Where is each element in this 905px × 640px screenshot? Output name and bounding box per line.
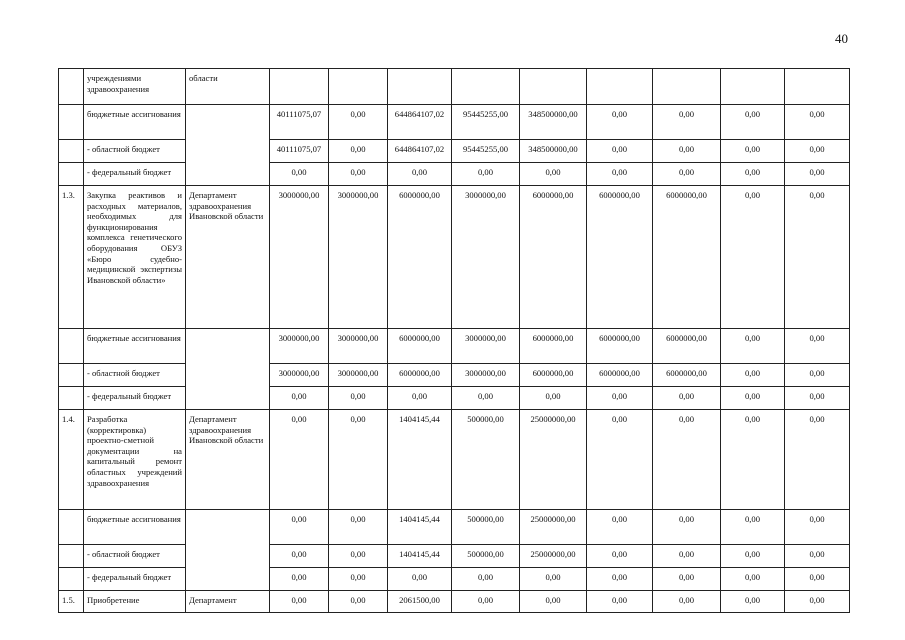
value-cell xyxy=(520,69,587,105)
value-cell: 25000000,00 xyxy=(520,510,587,545)
table-row xyxy=(59,387,850,410)
value-cell: 0,00 xyxy=(721,387,785,410)
row-index-cell: 1.5. xyxy=(59,591,84,613)
value-cell: 0,00 xyxy=(785,105,850,140)
value-cell: 500000,00 xyxy=(452,510,520,545)
value-cell: 25000000,00 xyxy=(520,410,587,510)
value-cell: 0,00 xyxy=(452,163,520,186)
value-cell: 0,00 xyxy=(785,568,850,591)
table-row xyxy=(59,163,850,186)
table-row xyxy=(59,186,850,329)
value-cell: 0,00 xyxy=(721,105,785,140)
row-name-cell: бюджетные ассигнования xyxy=(84,105,186,140)
value-cell: 0,00 xyxy=(653,387,721,410)
value-cell: 3000000,00 xyxy=(270,364,329,387)
value-cell: 0,00 xyxy=(520,163,587,186)
value-cell: 0,00 xyxy=(721,140,785,163)
value-cell: 0,00 xyxy=(270,163,329,186)
value-cell: 0,00 xyxy=(587,105,653,140)
table-row xyxy=(59,69,850,105)
value-cell: 0,00 xyxy=(329,545,388,568)
value-cell: 0,00 xyxy=(520,591,587,613)
row-executor-cell: Департамент здравоохранения Ивановской области xyxy=(186,410,270,510)
value-cell: 0,00 xyxy=(329,410,388,510)
row-name-cell: учреждениями здравоохранения xyxy=(84,69,186,105)
value-cell: 0,00 xyxy=(388,568,452,591)
value-cell xyxy=(452,69,520,105)
row-name-cell: - областной бюджет xyxy=(84,140,186,163)
value-cell: 0,00 xyxy=(653,140,721,163)
value-cell: 0,00 xyxy=(785,163,850,186)
value-cell: 0,00 xyxy=(653,410,721,510)
row-executor-cell xyxy=(186,105,270,186)
value-cell: 0,00 xyxy=(785,510,850,545)
row-index-cell xyxy=(59,545,84,568)
value-cell: 95445255,00 xyxy=(452,140,520,163)
value-cell: 0,00 xyxy=(653,163,721,186)
value-cell: 6000000,00 xyxy=(520,186,587,329)
value-cell: 25000000,00 xyxy=(520,545,587,568)
table-row xyxy=(59,140,850,163)
value-cell: 0,00 xyxy=(721,568,785,591)
value-cell: 0,00 xyxy=(520,568,587,591)
value-cell: 0,00 xyxy=(587,163,653,186)
table-body xyxy=(59,69,850,613)
value-cell: 0,00 xyxy=(721,364,785,387)
row-executor-cell xyxy=(186,510,270,591)
row-index-cell: 1.4. xyxy=(59,410,84,510)
value-cell: 0,00 xyxy=(329,387,388,410)
value-cell: 6000000,00 xyxy=(587,186,653,329)
row-index-cell xyxy=(59,140,84,163)
row-index-cell xyxy=(59,163,84,186)
value-cell xyxy=(721,69,785,105)
value-cell: 95445255,00 xyxy=(452,105,520,140)
page-number: 40 xyxy=(835,31,848,46)
value-cell: 0,00 xyxy=(270,387,329,410)
value-cell xyxy=(653,69,721,105)
row-name-cell: - федеральный бюджет xyxy=(84,568,186,591)
table-row xyxy=(59,591,850,613)
value-cell: 0,00 xyxy=(653,105,721,140)
value-cell: 0,00 xyxy=(329,163,388,186)
value-cell: 0,00 xyxy=(587,387,653,410)
value-cell: 3000000,00 xyxy=(452,186,520,329)
value-cell: 0,00 xyxy=(653,545,721,568)
value-cell: 0,00 xyxy=(587,140,653,163)
value-cell: 6000000,00 xyxy=(653,329,721,364)
value-cell: 0,00 xyxy=(721,410,785,510)
value-cell: 0,00 xyxy=(721,545,785,568)
value-cell: 0,00 xyxy=(721,163,785,186)
row-index-cell xyxy=(59,329,84,364)
row-index-cell xyxy=(59,105,84,140)
row-name-cell: - федеральный бюджет xyxy=(84,387,186,410)
value-cell: 0,00 xyxy=(653,568,721,591)
row-name-cell: Разработка (корректировка) проектно-сметной документации на капитальный ремонт областных учреждений здравоохранения xyxy=(84,410,186,510)
value-cell: 0,00 xyxy=(270,410,329,510)
value-cell: 6000000,00 xyxy=(653,364,721,387)
value-cell: 0,00 xyxy=(329,591,388,613)
value-cell xyxy=(270,69,329,105)
value-cell: 0,00 xyxy=(587,591,653,613)
value-cell: 6000000,00 xyxy=(388,329,452,364)
value-cell: 6000000,00 xyxy=(587,329,653,364)
row-executor-cell: Департамент здравоохранения Ивановской области xyxy=(186,186,270,329)
value-cell: 348500000,00 xyxy=(520,140,587,163)
value-cell: 644864107,02 xyxy=(388,140,452,163)
value-cell: 0,00 xyxy=(785,545,850,568)
value-cell: 0,00 xyxy=(329,140,388,163)
value-cell: 1404145,44 xyxy=(388,510,452,545)
value-cell: 0,00 xyxy=(785,364,850,387)
value-cell: 0,00 xyxy=(329,105,388,140)
row-name-cell: - федеральный бюджет xyxy=(84,163,186,186)
value-cell: 0,00 xyxy=(520,387,587,410)
value-cell: 3000000,00 xyxy=(329,186,388,329)
value-cell: 0,00 xyxy=(587,545,653,568)
value-cell: 0,00 xyxy=(388,387,452,410)
value-cell: 0,00 xyxy=(721,329,785,364)
value-cell: 0,00 xyxy=(721,186,785,329)
value-cell: 0,00 xyxy=(587,568,653,591)
value-cell: 348500000,00 xyxy=(520,105,587,140)
value-cell: 6000000,00 xyxy=(587,364,653,387)
value-cell: 0,00 xyxy=(587,510,653,545)
value-cell: 3000000,00 xyxy=(452,364,520,387)
value-cell: 0,00 xyxy=(785,140,850,163)
value-cell: 0,00 xyxy=(388,163,452,186)
row-name-cell: бюджетные ассигнования xyxy=(84,510,186,545)
row-name-cell: бюджетные ассигнования xyxy=(84,329,186,364)
value-cell: 1404145,44 xyxy=(388,545,452,568)
row-executor-cell: области xyxy=(186,69,270,105)
value-cell: 6000000,00 xyxy=(520,329,587,364)
row-executor-cell: Департамент xyxy=(186,591,270,613)
value-cell: 0,00 xyxy=(587,410,653,510)
value-cell: 0,00 xyxy=(653,510,721,545)
value-cell xyxy=(388,69,452,105)
table-row xyxy=(59,568,850,591)
value-cell: 0,00 xyxy=(270,510,329,545)
budget-table xyxy=(58,68,850,613)
value-cell: 1404145,44 xyxy=(388,410,452,510)
value-cell: 3000000,00 xyxy=(270,186,329,329)
value-cell: 6000000,00 xyxy=(388,186,452,329)
value-cell: 0,00 xyxy=(785,387,850,410)
value-cell: 0,00 xyxy=(653,591,721,613)
value-cell: 0,00 xyxy=(270,591,329,613)
value-cell: 6000000,00 xyxy=(653,186,721,329)
value-cell: 644864107,02 xyxy=(388,105,452,140)
value-cell: 500000,00 xyxy=(452,545,520,568)
value-cell: 0,00 xyxy=(785,186,850,329)
value-cell: 0,00 xyxy=(785,591,850,613)
value-cell: 0,00 xyxy=(452,387,520,410)
value-cell: 3000000,00 xyxy=(329,329,388,364)
table-row xyxy=(59,510,850,545)
value-cell: 0,00 xyxy=(329,510,388,545)
row-name-cell: Закупка реактивов и расходных материалов, необходимых для функционирования комплекса генетического оборудования ОБУЗ «Бюро судебно-медицинской экспертизы Ивановской области» xyxy=(84,186,186,329)
value-cell: 0,00 xyxy=(721,510,785,545)
table-row xyxy=(59,545,850,568)
value-cell: 40111075,07 xyxy=(270,140,329,163)
value-cell: 3000000,00 xyxy=(270,329,329,364)
value-cell: 0,00 xyxy=(452,591,520,613)
value-cell: 6000000,00 xyxy=(520,364,587,387)
row-index-cell xyxy=(59,568,84,591)
row-index-cell xyxy=(59,364,84,387)
value-cell: 0,00 xyxy=(329,568,388,591)
value-cell: 0,00 xyxy=(270,545,329,568)
value-cell: 0,00 xyxy=(785,329,850,364)
row-executor-cell xyxy=(186,329,270,410)
value-cell xyxy=(587,69,653,105)
table-row xyxy=(59,329,850,364)
row-index-cell xyxy=(59,510,84,545)
value-cell: 6000000,00 xyxy=(388,364,452,387)
value-cell: 500000,00 xyxy=(452,410,520,510)
value-cell: 0,00 xyxy=(270,568,329,591)
table-row xyxy=(59,364,850,387)
value-cell: 0,00 xyxy=(785,410,850,510)
row-index-cell xyxy=(59,387,84,410)
row-index-cell: 1.3. xyxy=(59,186,84,329)
row-name-cell: Приобретение xyxy=(84,591,186,613)
value-cell: 0,00 xyxy=(721,591,785,613)
value-cell xyxy=(785,69,850,105)
value-cell: 2061500,00 xyxy=(388,591,452,613)
table-row xyxy=(59,105,850,140)
row-name-cell: - областной бюджет xyxy=(84,364,186,387)
row-name-cell: - областной бюджет xyxy=(84,545,186,568)
value-cell: 40111075,07 xyxy=(270,105,329,140)
value-cell: 0,00 xyxy=(452,568,520,591)
value-cell: 3000000,00 xyxy=(452,329,520,364)
value-cell: 3000000,00 xyxy=(329,364,388,387)
value-cell xyxy=(329,69,388,105)
table-row xyxy=(59,410,850,510)
row-index-cell xyxy=(59,69,84,105)
